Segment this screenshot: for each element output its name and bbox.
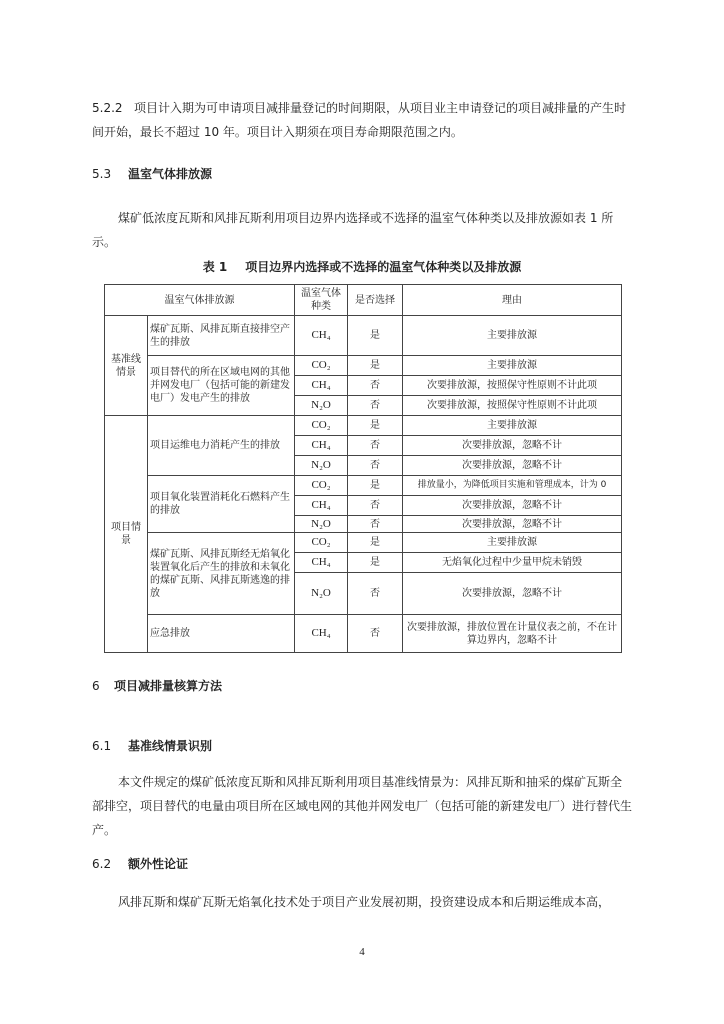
selected-cell: 是 — [348, 416, 403, 436]
selected-cell: 否 — [348, 456, 403, 476]
reason-cell: 次要排放源，排放位置在计量仪表之前，不在计算边界内，忽略不计 — [403, 615, 622, 653]
header-reason: 理由 — [403, 285, 622, 316]
selected-cell: 否 — [348, 615, 403, 653]
reason-cell: 次要排放源，按照保守性原则不计此项 — [403, 396, 622, 416]
reason-cell: 主要排放源 — [403, 533, 622, 553]
reason-cell: 主要排放源 — [403, 416, 622, 436]
gas-cell: N₂O — [295, 516, 348, 533]
source-cell: 煤矿瓦斯、风排瓦斯直接排空产生的排放 — [148, 316, 295, 356]
source-cell: 项目替代的所在区域电网的其他并网发电厂（包括可能的新建发电厂）发电产生的排放 — [148, 356, 295, 416]
gas-cell: CH₄ — [295, 496, 348, 516]
gas-cell: N₂O — [295, 396, 348, 416]
source-cell: 煤矿瓦斯、风排瓦斯经无焰氧化装置氧化后产生的排放和未氧化的煤矿瓦斯、风排瓦斯逃逸的排放 — [148, 533, 295, 615]
header-gas: 温室气体种类 — [295, 285, 348, 316]
gas-cell: CO₂ — [295, 416, 348, 436]
table-title: 项目边界内选择或不选择的温室气体种类以及排放源 — [245, 260, 522, 274]
section-title: 项目减排量核算方法 — [114, 679, 223, 693]
selected-cell: 否 — [348, 516, 403, 533]
reason-cell: 排放量小，为降低项目实施和管理成本，计为 0 — [403, 476, 622, 496]
reason-cell: 次要排放源，忽略不计 — [403, 436, 622, 456]
heading-6-2 — [92, 856, 188, 872]
reason-cell: 主要排放源 — [403, 316, 622, 356]
gas-cell: CO₂ — [295, 356, 348, 376]
section-title: 额外性论证 — [128, 857, 189, 871]
paragraph-6-1: 本文件规定的煤矿低浓度瓦斯和风排瓦斯利用项目基准线情景为：风排瓦斯和抽采的煤矿瓦斯全部排空，项目替代的电量由项目所在区域电网的其他并网发电厂（包括可能的新建发电厂）进行替代生产。 — [92, 775, 633, 837]
selected-cell: 是 — [348, 553, 403, 573]
selected-cell: 是 — [348, 316, 403, 356]
gas-cell: CH₄ — [295, 436, 348, 456]
table-row — [105, 615, 622, 653]
table-row — [105, 316, 622, 356]
source-cell: 项目氧化装置消耗化石燃料产生的排放 — [148, 476, 295, 533]
table-row — [105, 416, 622, 436]
reason-cell: 次要排放源，按照保守性原则不计此项 — [403, 376, 622, 396]
emission-sources-table — [104, 284, 622, 653]
reason-cell: 主要排放源 — [403, 356, 622, 376]
heading-6-1 — [92, 738, 212, 754]
selected-cell: 否 — [348, 436, 403, 456]
reason-cell: 无焰氧化过程中少量甲烷未销毁 — [403, 553, 622, 573]
gas-cell: N₂O — [295, 456, 348, 476]
gas-cell: CO₂ — [295, 476, 348, 496]
reason-cell: 次要排放源，忽略不计 — [403, 573, 622, 615]
reason-cell: 次要排放源，忽略不计 — [403, 496, 622, 516]
source-cell: 应急排放 — [148, 615, 295, 653]
section-number: 6.2 — [92, 857, 112, 871]
gas-cell: CH₄ — [295, 316, 348, 356]
group-baseline: 基准线情景 — [105, 316, 148, 416]
selected-cell: 是 — [348, 356, 403, 376]
paragraph-text: 项目计入期为可申请项目减排量登记的时间期限，从项目业主申请登记的项目减排量的产生时间开始，最长不超过 10 年。项目计入期须在项目寿命期限范围之内。 — [92, 101, 627, 139]
section-title: 温室气体排放源 — [128, 167, 213, 181]
header-source: 温室气体排放源 — [105, 285, 295, 316]
gas-cell: CH₄ — [295, 376, 348, 396]
page-number: 4 — [359, 946, 365, 958]
gas-cell: N₂O — [295, 573, 348, 615]
section-number: 5.2.2 — [92, 101, 123, 115]
table-header-row — [105, 285, 622, 316]
header-selected: 是否选择 — [348, 285, 403, 316]
gas-cell: CH₄ — [295, 553, 348, 573]
section-number: 5.3 — [92, 167, 112, 181]
table-row — [105, 356, 622, 376]
gas-cell: CH₄ — [295, 615, 348, 653]
table-number: 表 1 — [202, 260, 228, 274]
heading-6 — [92, 678, 222, 694]
heading-5-3 — [92, 166, 212, 182]
section-number: 6.1 — [92, 739, 112, 753]
gas-cell: CO₂ — [295, 533, 348, 553]
section-number: 6 — [92, 679, 100, 693]
group-project: 项目情景 — [105, 416, 148, 653]
paragraph-6-2: 风排瓦斯和煤矿瓦斯无焰氧化技术处于项目产业发展初期，投资建设成本和后期运维成本高， — [118, 895, 611, 909]
source-cell: 项目运维电力消耗产生的排放 — [148, 416, 295, 476]
selected-cell: 否 — [348, 376, 403, 396]
selected-cell: 是 — [348, 533, 403, 553]
paragraph-5-2-2 — [92, 96, 632, 144]
selected-cell: 否 — [348, 573, 403, 615]
reason-cell: 次要排放源，忽略不计 — [403, 456, 622, 476]
selected-cell: 是 — [348, 476, 403, 496]
reason-cell: 次要排放源，忽略不计 — [403, 516, 622, 533]
table-row — [105, 476, 622, 496]
table-row — [105, 533, 622, 553]
selected-cell: 否 — [348, 396, 403, 416]
section-title: 基准线情景识别 — [128, 739, 213, 753]
paragraph-5-3: 煤矿低浓度瓦斯和风排瓦斯利用项目边界内选择或不选择的温室气体种类以及排放源如表 1 所示。 — [92, 211, 614, 249]
selected-cell: 否 — [348, 496, 403, 516]
table-caption — [0, 258, 724, 275]
